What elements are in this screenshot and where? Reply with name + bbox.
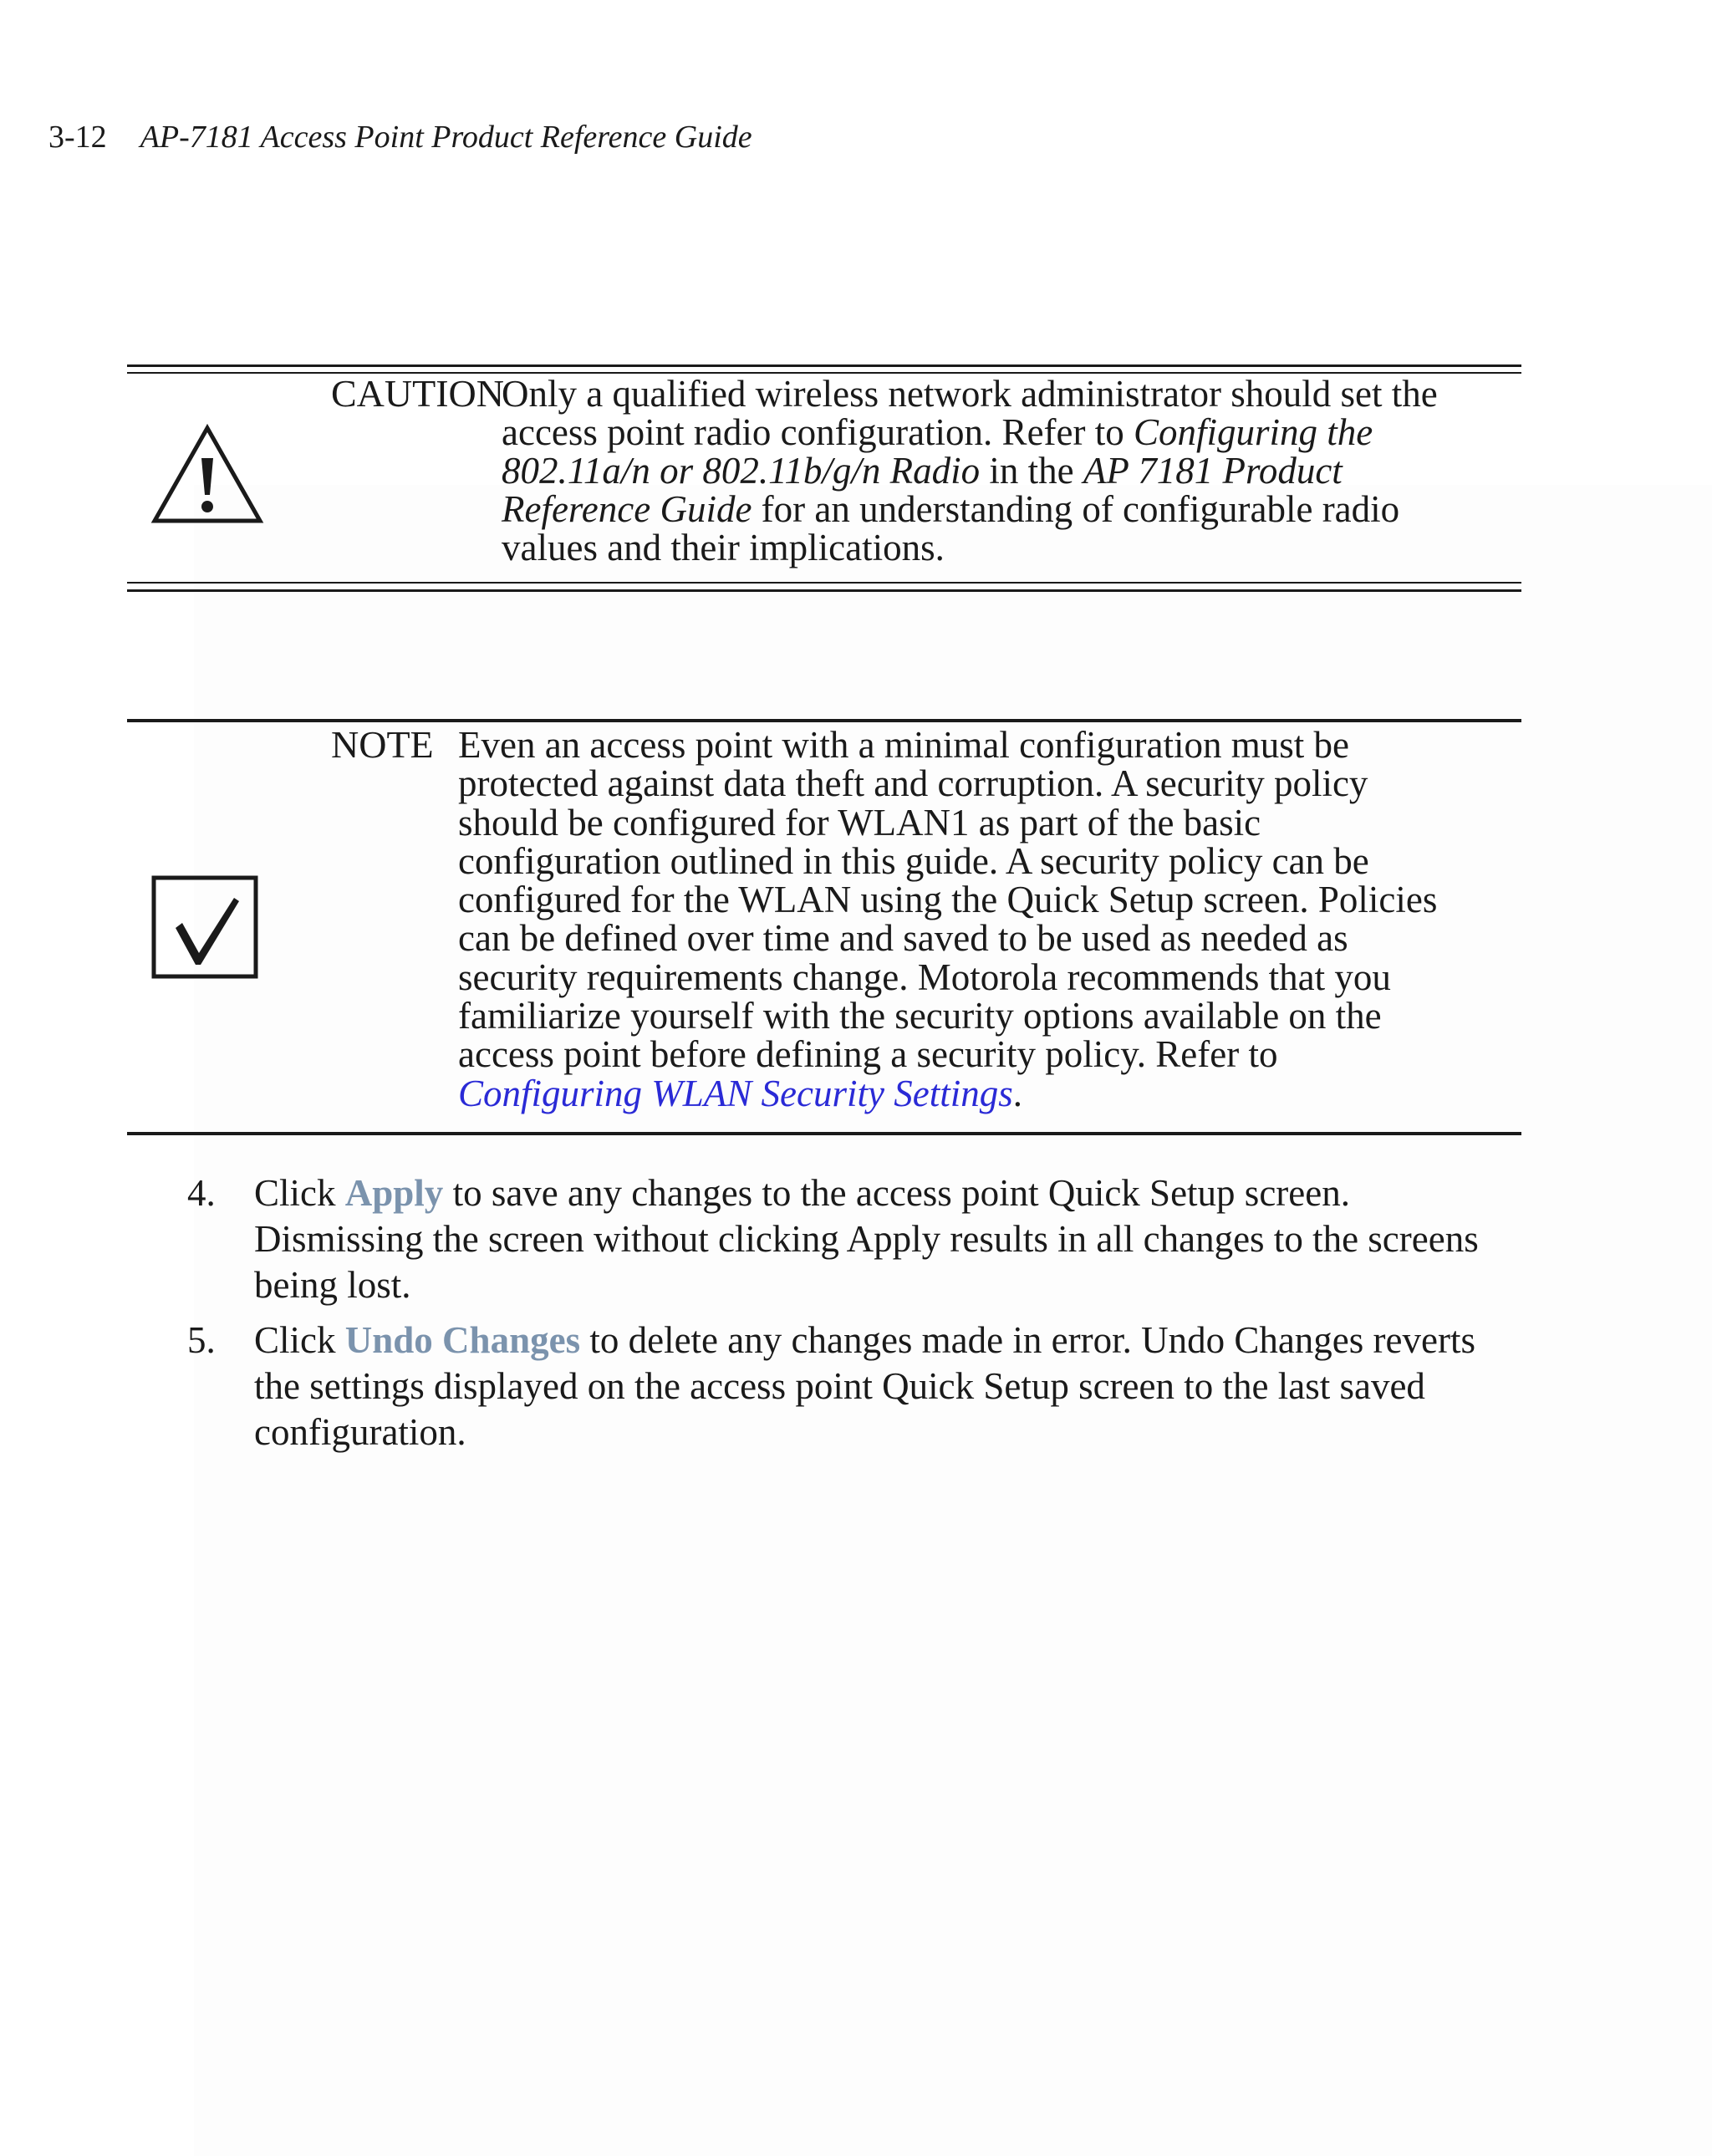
warning-triangle-icon bbox=[150, 423, 264, 525]
page-number: 3-12 bbox=[48, 120, 107, 155]
step-line: Dismissing the screen without clicking Apply results in all changes to the screens bbox=[254, 1218, 1479, 1260]
step-body bbox=[254, 1170, 1533, 1308]
guide-title: AP-7181 Access Point Product Reference Guide bbox=[140, 120, 752, 155]
note-bottom-rule bbox=[127, 1132, 1521, 1135]
caution-text-run: access point radio configuration. Refer to bbox=[502, 411, 1134, 453]
note-line: configured for the WLAN using the Quick Setup screen. Policies bbox=[458, 879, 1438, 921]
caution-bottom-rule-outer bbox=[127, 589, 1521, 592]
apply-term[interactable]: Apply bbox=[344, 1172, 444, 1214]
step-line bbox=[254, 1318, 1533, 1363]
note-line: should be configured for WLAN1 as part of the basic bbox=[458, 801, 1261, 844]
undo-changes-term[interactable]: Undo Changes bbox=[344, 1319, 581, 1361]
step-line bbox=[254, 1170, 1533, 1216]
note-line: configuration outlined in this guide. A security policy can be bbox=[458, 839, 1369, 882]
wlan-security-settings-link[interactable]: Configuring WLAN Security Settings bbox=[458, 1072, 1013, 1114]
step-text-run: to delete any changes made in error. Undo Changes reverts bbox=[580, 1319, 1475, 1361]
note-label: NOTE bbox=[331, 723, 434, 766]
note-text bbox=[458, 726, 1511, 1113]
checkmark-box-icon bbox=[150, 874, 259, 980]
caution-bottom-rule-inner bbox=[127, 582, 1521, 584]
running-header bbox=[48, 117, 752, 157]
caution-text bbox=[502, 375, 1496, 567]
step-line: being lost. bbox=[254, 1264, 411, 1306]
note-line: security requirements change. Motorola recommends that you bbox=[458, 956, 1391, 998]
step-item bbox=[187, 1170, 1533, 1308]
step-text-run: Click bbox=[254, 1172, 345, 1214]
caution-line-5: values and their implications. bbox=[502, 527, 945, 568]
note-line: access point before defining a security policy. Refer to bbox=[458, 1033, 1278, 1076]
link-suffix: . bbox=[1012, 1072, 1022, 1114]
note-line: familiarize yourself with the security options available on the bbox=[458, 995, 1382, 1037]
step-text-run: to save any changes to the access point Quick Setup screen. bbox=[443, 1172, 1350, 1214]
steps-list bbox=[187, 1170, 1533, 1465]
caution-line-2 bbox=[502, 413, 1496, 451]
step-line: configuration. bbox=[254, 1411, 466, 1453]
caution-label: CAUTION bbox=[331, 372, 504, 415]
note-line: can be defined over time and saved to be used as needed as bbox=[458, 917, 1348, 960]
caution-line-4 bbox=[502, 490, 1496, 528]
caution-ref-guide: AP 7181 Product bbox=[1083, 450, 1343, 492]
caution-ref-title: Configuring the bbox=[1134, 411, 1373, 453]
step-body bbox=[254, 1318, 1533, 1455]
step-number: 5. bbox=[187, 1319, 216, 1361]
caution-top-rule-outer bbox=[127, 364, 1521, 367]
caution-ref-title: 802.11a/n or 802.11b/g/n Radio bbox=[502, 450, 981, 492]
note-line-link bbox=[458, 1074, 1511, 1113]
step-item bbox=[187, 1318, 1533, 1455]
step-line: the settings displayed on the access point Quick Setup screen to the last saved bbox=[254, 1365, 1425, 1407]
note-top-rule bbox=[127, 719, 1521, 722]
caution-text-run: for an understanding of configurable radio bbox=[752, 488, 1400, 530]
note-line: protected against data theft and corruption. A security policy bbox=[458, 762, 1368, 805]
step-number: 4. bbox=[187, 1172, 216, 1214]
caution-line-3 bbox=[502, 451, 1496, 490]
caution-line-1: Only a qualified wireless network administrator should set the bbox=[502, 373, 1438, 415]
caution-ref-guide: Reference Guide bbox=[502, 488, 752, 530]
note-line: Even an access point with a minimal configuration must be bbox=[458, 724, 1349, 766]
step-text-run: Click bbox=[254, 1319, 345, 1361]
caution-text-run: in the bbox=[980, 450, 1083, 492]
